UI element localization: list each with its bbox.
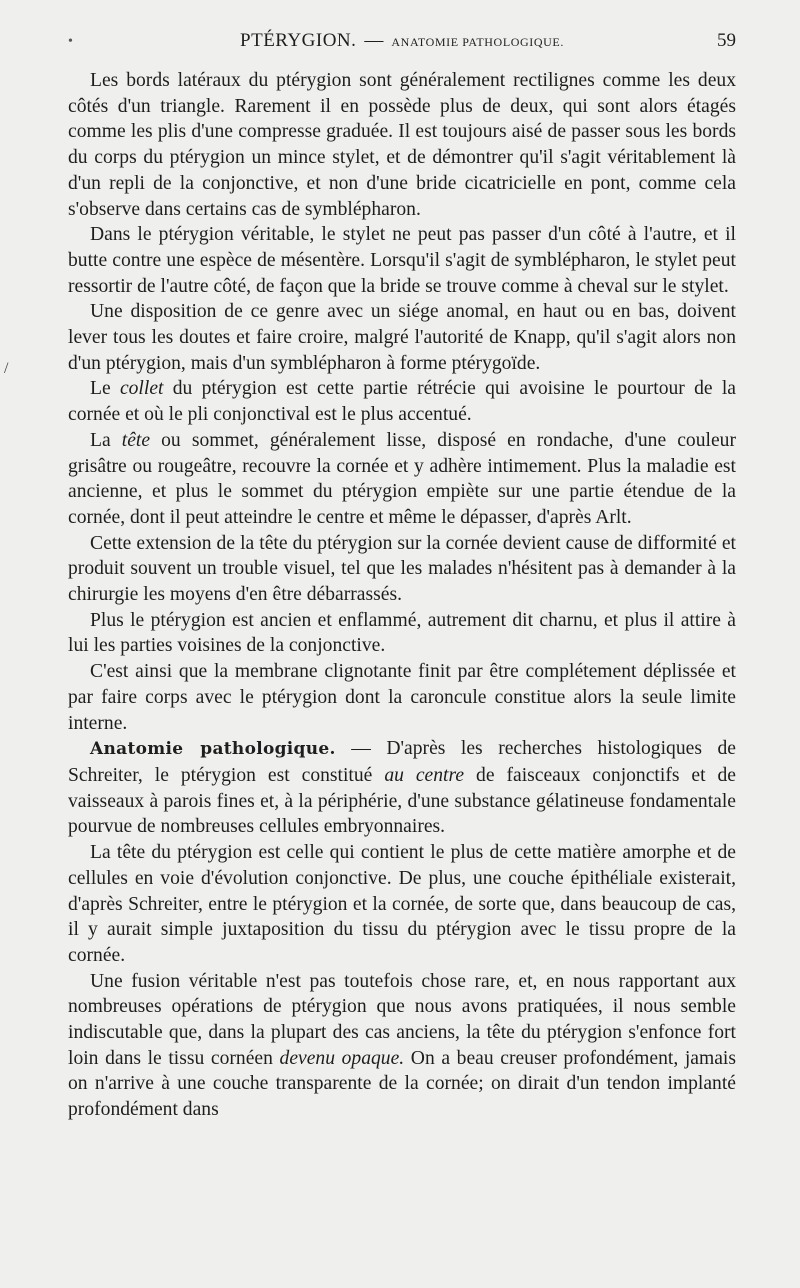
text-run: On a beau creuser profondément, jamais on n'arrive à une couche transparente de la cornée; on dirait d'un tendon implanté profondément dans — [68, 1047, 736, 1121]
section-heading: Anatomie pathologique. — [90, 739, 336, 760]
paragraph — [68, 736, 736, 840]
italic-text: collet — [119, 378, 164, 400]
text-run: Dans le ptérygion véritable, le stylet ne peut pas passer d'un côté à l'autre, et il butte contre une espèce de mésentère. Lorsqu'il s'agit de symblépharon, le stylet peut ressortir de l'autre côté, de façon que la bride se trouve comme à cheval sur le stylet. — [68, 224, 736, 297]
header-dot: • — [68, 34, 73, 49]
paragraph — [68, 969, 736, 1123]
text-run: — D'après les recherches histologiques de Schreiter, le ptérygion est constitué — [68, 738, 736, 786]
paragraph — [68, 222, 736, 299]
paragraph — [68, 299, 736, 376]
margin-mark: / — [4, 360, 9, 377]
italic-text: tête — [121, 429, 151, 451]
paragraph — [68, 659, 736, 736]
section-title: ANATOMIE PATHOLOGIQUE. — [391, 35, 564, 49]
body-text — [68, 68, 736, 1123]
paragraph — [68, 68, 736, 222]
italic-text: au centre — [384, 764, 465, 786]
text-run: Le — [90, 378, 120, 400]
text-run: Cette extension de la tête du ptérygion sur la cornée devient cause de difformité et produit souvent un trouble visuel, tel que les malades n'hésitent pas à demander à la chirurgie les moyens d'en être débarrassés. — [68, 532, 736, 606]
paragraph — [68, 608, 736, 659]
text-run: C'est ainsi que la membrane clignotante finit par être complétement déplissée et par faire corps avec le ptérygion dont la caroncule constitue alors la seule limite interne. — [68, 661, 736, 734]
paragraph — [68, 840, 736, 969]
text-run: Plus le ptérygion est ancien et enflammé, autrement dit charnu, et plus il attire à lui les parties voisines de la conjonctive. — [68, 609, 736, 657]
italic-text: devenu opaque. — [279, 1047, 405, 1069]
paragraph — [68, 376, 736, 427]
text-run: du ptérygion est cette partie rétrécie qui avoisine le pourtour de la cornée et où le pli conjonctival est le plus accentué. — [68, 378, 736, 426]
text-run: Une disposition de ce genre avec un siége anomal, en haut ou en bas, doivent lever tous les doutes et faire croire, malgré l'autorité de Knapp, qu'il s'agit alors non d'un ptérygion, mais d'un symblépharon à forme ptérygoïde. — [68, 301, 736, 374]
paragraph — [68, 428, 736, 531]
running-header — [68, 30, 736, 58]
page-number: 59 — [717, 30, 736, 51]
text-run: Les bords latéraux du ptérygion sont généralement rectilignes comme les deux côtés d'un triangle. Rarement il en possède plus de deux, qui sont alors étagés comme les plis d'une compresse graduée. Il est toujours aisé de passer sous les bords du corps du ptérygion un mince stylet, et de démontrer qu'il s'agit véritablement là d'un repli de la conjonctive, et non d'une bride cicatricielle en pont, comme cela s'observe dans certains cas de symblépharon. — [68, 70, 736, 220]
running-title: PTÉRYGION. — [240, 30, 357, 51]
text-run: Une fusion véritable n'est pas toutefois chose rare, et, en nous rapportant aux nombreuses opérations de ptérygion que nous avons pratiquées, il nous semble indiscutable que, dans la plupart des cas anciens, la tête du ptérygion s'enfonce fort loin dans le tissu cornéen — [68, 970, 736, 1069]
text-run: La — [90, 429, 122, 451]
text-run: ou sommet, généralement lisse, disposé en rondache, d'une couleur grisâtre ou rougeâtre, recouvre la cornée et y adhère intimement. Plus la maladie est ancienne, et plus le sommet du ptérygion empiète sur une partie étendue de la cornée, dont il peut atteindre le centre et même le dépasser, d'après Arlt. — [68, 429, 736, 528]
header-separator: — — [364, 30, 384, 51]
text-run: de faisceaux conjonctifs et de vaisseaux à parois fines et, à la périphérie, d'une substance gélatineuse fondamentale pourvue de nombreuses cellules embryonnaires. — [68, 764, 736, 838]
text-run: La tête du ptérygion est celle qui contient le plus de cette matière amorphe et de cellules en voie d'évolution conjonctive. De plus, une couche épithéliale existerait, d'après Schreiter, entre le ptérygion et la cornée, de sorte que, dans beaucoup de cas, il y aurait simple juxtaposition du tissu du ptérygion avec le tissu propre de la cornée. — [68, 842, 736, 966]
paragraph — [68, 531, 736, 608]
